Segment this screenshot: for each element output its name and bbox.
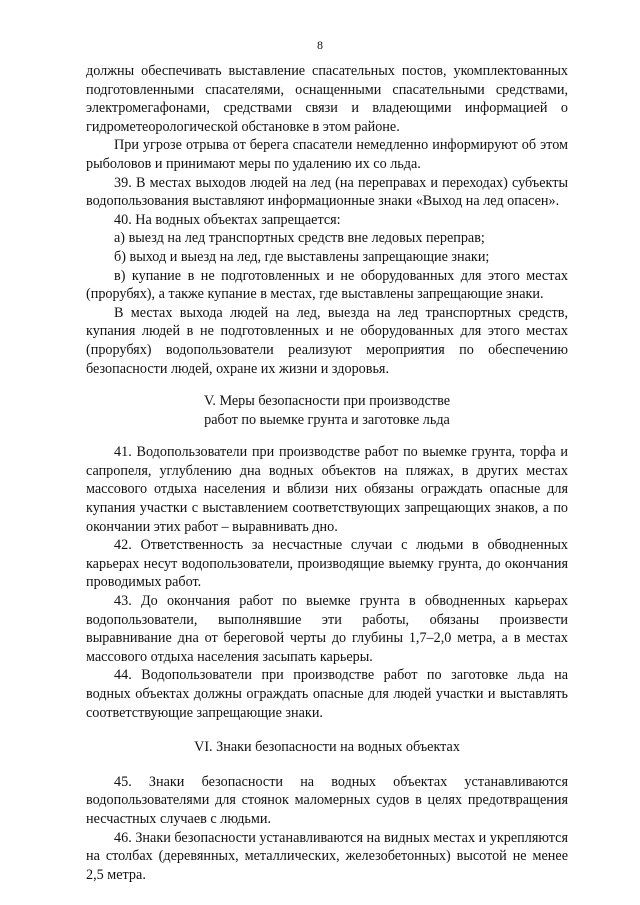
paragraph-41: 41. Водопользователи при производстве работ по выемке грунта, торфа и сапропеля, углублению дна водных объектов на пляжах, в других местах массового отдыха населения и вблизи них обязаны ограждать опасные для купания участки с выставлением соответствующих запрещающих знаков, а по окончании этих работ – выравнивать дно. — [86, 444, 568, 535]
section-5-heading-line1: V. Меры безопасности при производстве — [203, 393, 451, 410]
page-body — [86, 62, 568, 884]
paragraph-44: 44. Водопользователи при производстве работ по заготовке льда на водных объектах должны ограждать опасные для людей участки и выставлять соответствующие запрещающие знаки. — [86, 667, 568, 721]
paragraph-40-measures: В местах выхода людей на лед, выезда на лед транспортных средств, купания людей в не подготовленных и не оборудованных для этого местах (прорубях) водопользователи реализуют мероприятия по обеспечению безопасности людей, охране их жизни и здоровья. — [86, 304, 568, 377]
paragraph-43: 43. До окончания работ по выемке грунта в обводненных карьерах водопользователи, выполнявшие эти работы, обязаны произвести выравнивание дна от береговой черты до глубины 1,7–2,0 метра, а в местах массового отдыха населения засыпать карьеры. — [86, 593, 568, 665]
paragraph-ice-threat: При угрозе отрыва от берега спасатели немедленно информируют об этом рыболовов и принимают меры по удалению их со льда. — [86, 137, 568, 172]
paragraph-40-a: а) выезд на лед транспортных средств вне ледовых переправ; — [114, 230, 485, 247]
page-number: 8 — [317, 38, 323, 52]
paragraph-continuation: должны обеспечивать выставление спасательных постов, укомплектованных подготовленными спасателями, оснащенными спасательными средствами, электромегафонами, средствами связи и владеющими информацией о гидрометеорологической обстановке в этом районе. — [86, 63, 568, 135]
paragraph-40: 40. На водных объектах запрещается: — [114, 211, 341, 228]
paragraph-40-c: в) купание в не подготовленных и не оборудованных для этого местах (прорубях), а также купание в местах, где выставлены запрещающие знаки. — [86, 267, 568, 303]
paragraph-46: 46. Знаки безопасности устанавливаются на видных местах и укрепляются на столбах (деревянных, металлических, железобетонных) высотой не менее 2,5 метра. — [86, 829, 568, 883]
paragraph-42: 42. Ответственность за несчастные случаи с людьми в обводненных карьерах несут водопользователи, производящие выемку грунта, до окончания проводимых работ. — [86, 537, 568, 591]
paragraph-40-b: б) выход и выезд на лед, где выставлены запрещающие знаки; — [114, 248, 490, 265]
paragraph-45: 45. Знаки безопасности на водных объектах устанавливаются водопользователями для стоянок маломерных судов в целях предотвращения несчастных случаев с людьми. — [86, 773, 568, 827]
section-6-heading: VI. Знаки безопасности на водных объектах — [194, 739, 460, 756]
section-5-heading — [86, 392, 568, 429]
section-5-heading-line2: работ по выемке грунта и заготовке льда — [204, 411, 450, 428]
paragraph-39: 39. В местах выходов людей на лед (на переправах и переходах) субъекты водопользования выставляют информационные знаки «Выход на лед опасен». — [86, 174, 568, 210]
